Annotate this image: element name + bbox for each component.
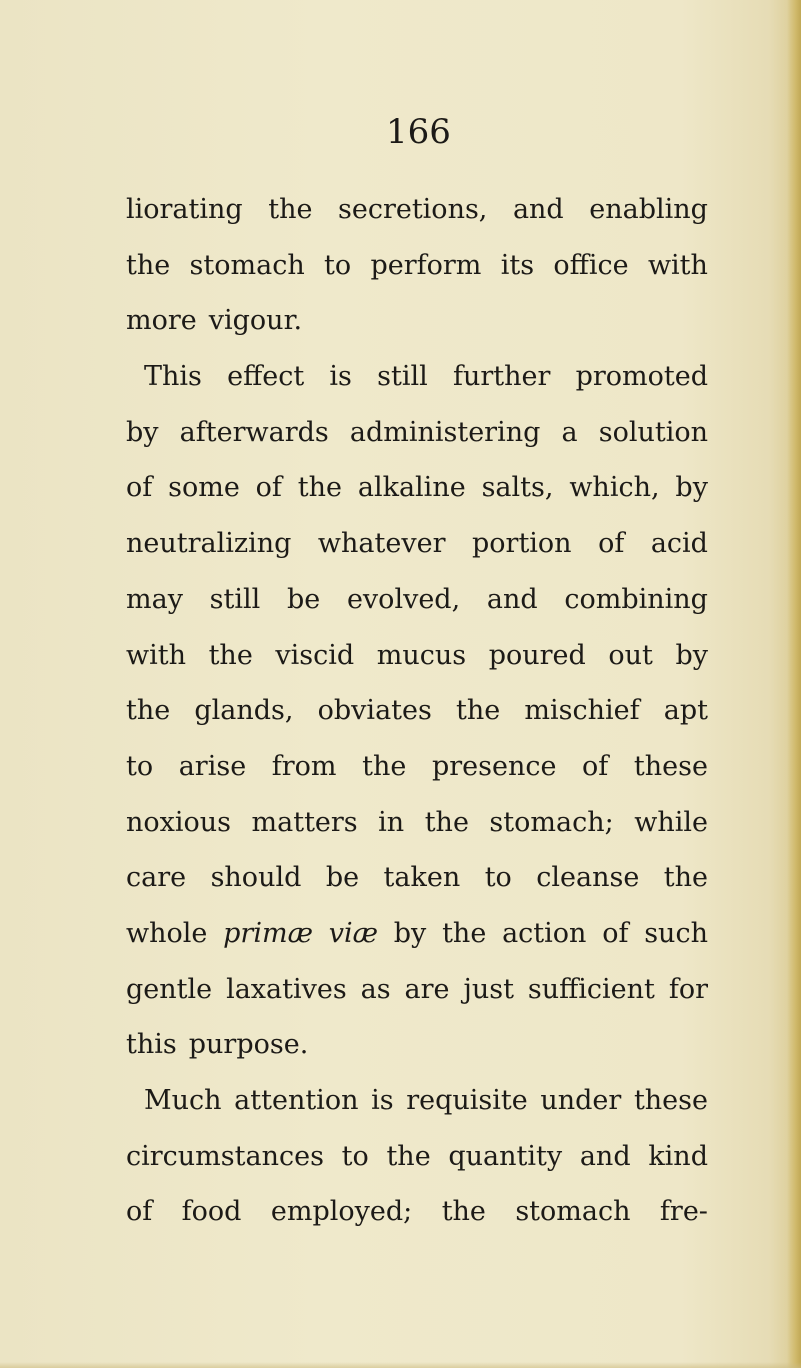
text-line (126, 1129, 708, 1185)
word: with (647, 249, 708, 281)
word: the (424, 806, 469, 838)
word: which, (569, 472, 660, 504)
word: more (126, 305, 197, 337)
text-line (126, 628, 708, 684)
word: combining (564, 583, 708, 615)
word: and (512, 194, 564, 225)
word: liorating (126, 194, 243, 225)
text-line (126, 962, 708, 1018)
word: by (675, 472, 708, 504)
text-line (126, 182, 708, 238)
word: acid (650, 528, 708, 560)
word: kind (648, 1140, 708, 1172)
word: the (663, 862, 708, 894)
word: its (500, 249, 535, 281)
page-number: 166 (386, 112, 451, 152)
word: and (486, 583, 538, 615)
page-bottom-edge (0, 1362, 801, 1368)
word: still (209, 583, 261, 615)
word: of (126, 472, 153, 504)
text-line (126, 739, 708, 795)
word: the (297, 472, 342, 504)
word: neutralizing (126, 528, 292, 560)
word: secretions, (337, 194, 488, 225)
word: the (441, 1196, 486, 1228)
word: of (255, 472, 282, 504)
word: presence (431, 750, 557, 782)
word: attention (234, 1085, 359, 1116)
word: the (386, 1140, 431, 1172)
text-line (126, 683, 708, 739)
word: apt (663, 695, 708, 727)
word: office (553, 249, 629, 281)
word: gentle (126, 973, 213, 1005)
word: food (181, 1196, 242, 1228)
word: for (668, 973, 708, 1005)
word: poured (488, 639, 586, 671)
word: stomach; (489, 806, 614, 838)
word: fre- (659, 1196, 708, 1228)
word: under (540, 1085, 622, 1116)
word: while (634, 806, 708, 838)
word: further (452, 361, 551, 393)
word: this (126, 1029, 177, 1061)
word: stomach (189, 249, 305, 281)
text-line (126, 293, 708, 349)
word: such (644, 917, 708, 949)
word: evolved, (346, 583, 461, 615)
word: care (126, 862, 187, 894)
word: by (675, 639, 708, 671)
word: a (561, 416, 578, 448)
word: of (602, 917, 629, 949)
word: to (324, 249, 352, 281)
word: mischief (524, 695, 640, 727)
word: obviates (317, 695, 432, 727)
word: in (378, 806, 405, 838)
word: purpose. (188, 1029, 309, 1061)
word: the (208, 639, 253, 671)
word: viscid (275, 639, 355, 671)
text-line (126, 906, 708, 962)
word: circumstances (126, 1140, 324, 1172)
word: be (325, 862, 360, 894)
word: to (484, 862, 512, 894)
word: should (210, 862, 302, 894)
word: action (502, 917, 587, 949)
word: effect (227, 361, 305, 393)
word: arise (178, 750, 247, 782)
word: by (393, 917, 427, 949)
word: to (341, 1140, 369, 1172)
word: from (271, 750, 337, 782)
word: be (286, 583, 321, 615)
word: the (268, 194, 313, 225)
text-line (126, 850, 708, 906)
text-line (126, 1017, 708, 1073)
word: is (329, 361, 352, 393)
text-line (126, 572, 708, 628)
word: solution (598, 416, 708, 448)
word: perform (370, 249, 482, 281)
word: as (360, 973, 391, 1005)
word: enabling (589, 194, 708, 225)
text-line (126, 460, 708, 516)
text-line (126, 405, 708, 461)
word: laxatives (226, 973, 347, 1005)
page-edge-shadow (787, 0, 801, 1368)
word: promoted (575, 361, 708, 393)
word: of (598, 528, 625, 560)
word: with (126, 639, 186, 671)
word: portion (472, 528, 572, 560)
word: some (168, 472, 240, 504)
word: Much (144, 1085, 222, 1116)
word: stomach (515, 1196, 631, 1228)
body-text (126, 182, 708, 1240)
word: requisite (406, 1085, 528, 1116)
word: of (126, 1196, 153, 1228)
word: the (126, 249, 171, 281)
word: are (404, 973, 450, 1005)
word: is (371, 1085, 394, 1116)
word: these (633, 1085, 708, 1116)
word: of (582, 750, 609, 782)
word: quantity (448, 1140, 563, 1172)
word: these (633, 750, 708, 782)
word: alkaline (357, 472, 466, 504)
word: still (377, 361, 428, 393)
word: whatever (317, 528, 446, 560)
word: the (442, 917, 487, 949)
word: afterwards (179, 416, 329, 448)
word: mucus (376, 639, 467, 671)
text-line (126, 238, 708, 294)
word: cleanse (536, 862, 640, 894)
text-line (126, 1073, 708, 1129)
word: vigour. (208, 305, 303, 337)
text-line (126, 1184, 708, 1240)
word: the (456, 695, 501, 727)
word: sufficient (527, 973, 655, 1005)
word: may (126, 583, 183, 615)
word: out (608, 639, 653, 671)
word: to (126, 750, 154, 782)
word: salts, (481, 472, 554, 504)
italic-word: viæ (328, 917, 378, 949)
word: taken (383, 862, 461, 894)
word: employed; (270, 1196, 413, 1228)
word: the (126, 695, 171, 727)
word: administering (349, 416, 541, 448)
text-line (126, 795, 708, 851)
word: matters (251, 806, 358, 838)
word: noxious (126, 806, 232, 838)
word: the (362, 750, 407, 782)
word: by (126, 416, 159, 448)
word: and (579, 1140, 631, 1172)
text-line (126, 516, 708, 572)
word: just (463, 973, 514, 1005)
word: glands, (194, 695, 294, 727)
word: This (144, 361, 202, 393)
text-line (126, 349, 708, 405)
italic-word: primæ (223, 917, 313, 949)
word: whole (126, 917, 208, 949)
